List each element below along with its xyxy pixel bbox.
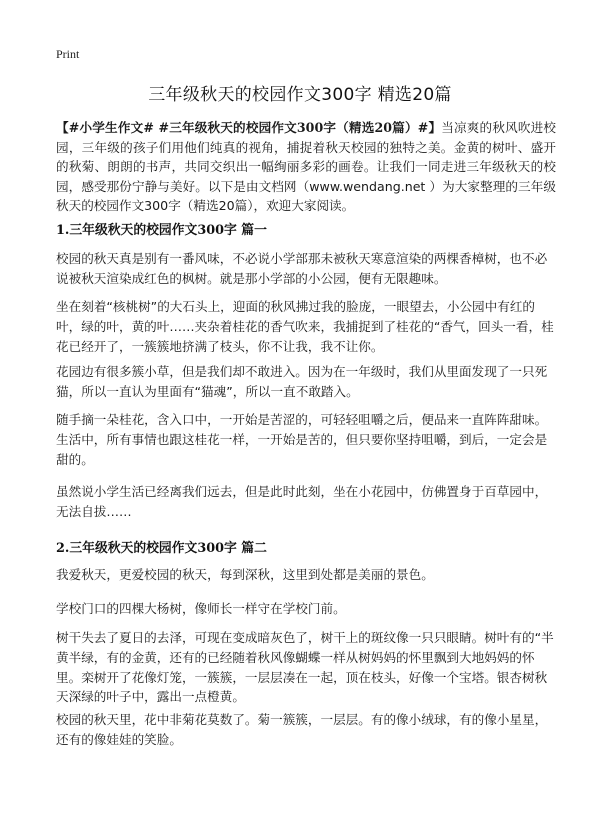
intro-tag: 【#小学生作文# #三年级秋天的校园作文300字（精选20篇）#】 <box>56 120 442 135</box>
page-title: 三年级秋天的校园作文300字 精选20篇 <box>148 85 452 105</box>
section-1-paragraph: 坐在刻着“核桃树”的大石头上，迎面的秋风拂过我的脸庞，一眼望去，小公园中有红的叶，绿的叶，黄的叶……夹杂着桂花的香气吹来，我捕捉到了桂花的“香气，回头一看，桂花已经开了，一簇簇地挤满了枝头，你不让我，我不让你。 <box>56 299 554 354</box>
section-1-paragraph: 花园边有很多簇小草，但是我们却不敢进入。因为在一年级时，我们从里面发现了一只死猫，所以一直认为里面有“猫魂”，所以一直不敢踏入。 <box>56 364 548 399</box>
section-2-paragraph: 我爱秋天，更爱校园的秋天，每到深秋，这里到处都是美丽的景色。 <box>56 567 434 582</box>
document-body <box>56 118 557 747</box>
section-1-paragraph: 校园的秋天真是别有一番风味，不必说小学部那未被秋天寒意渲染的两棵香樟树，也不必说被秋天渲染成红色的枫树。就是那小学部的小公园，便有无限趣味。 <box>56 251 548 286</box>
intro-paragraph <box>56 118 556 216</box>
section-heading-1: 1.三年级秋天的校园作文300字 篇一 <box>56 223 267 238</box>
section-1-paragraph: 随手摘一朵桂花，含入口中，一开始是苦涩的，可轻轻咀嚼之后，便品来一直阵阵甜味。生活中，所有事情也跟这桂花一样，一开始是苦的，但只要你坚持咀嚼，到后，一定会是甜的。 <box>56 412 548 467</box>
print-label: Print <box>56 47 80 61</box>
section-heading-2: 2.三年级秋天的校园作文300字 篇二 <box>56 541 267 556</box>
intro-text: 当凉爽的秋风吹进校园，三年级的孩子们用他们纯真的视角，捕捉着秋天校园的独特之美。金黄的树叶、盛开的秋菊、朗朗的书声，共同交织出一幅绚丽多彩的画卷。让我们一同走进三年级秋天的校园，感受那份宁静与美好。以下是由文档网（www.wendang.net ）为大家整理的三年级秋天的校园作文300字（精选20篇），欢迎大家阅读。 <box>56 120 557 213</box>
section-2-paragraph: 校园的秋天里，花中非菊花莫数了。菊一簇簇，一层层。有的像小绒球，有的像小星星，还有的像娃娃的笑脸。 <box>56 712 548 747</box>
section-2-paragraph: 树干失去了夏日的去泽，可现在变成暗灰色了，树干上的斑纹像一只只眼睛。树叶有的“半黄半绿，有的金黄，还有的已经随着秋风像蝴蝶一样从树妈妈的怀里飘到大地妈妈的怀里。栾树开了花像灯笼，一簇簇，一层层凑在一起，顶在枝头，好像一个宝塔。银杏树秋天深绿的叶子中，露出一点橙黄。 <box>56 630 554 705</box>
section-1-paragraph: 虽然说小学生活已经离我们远去，但是此时此刻，坐在小花园中，仿佛置身于百草园中，无法自拔…… <box>56 484 548 519</box>
section-2-paragraph: 学校门口的四棵大杨树，像师长一样守在学校门前。 <box>56 601 346 616</box>
